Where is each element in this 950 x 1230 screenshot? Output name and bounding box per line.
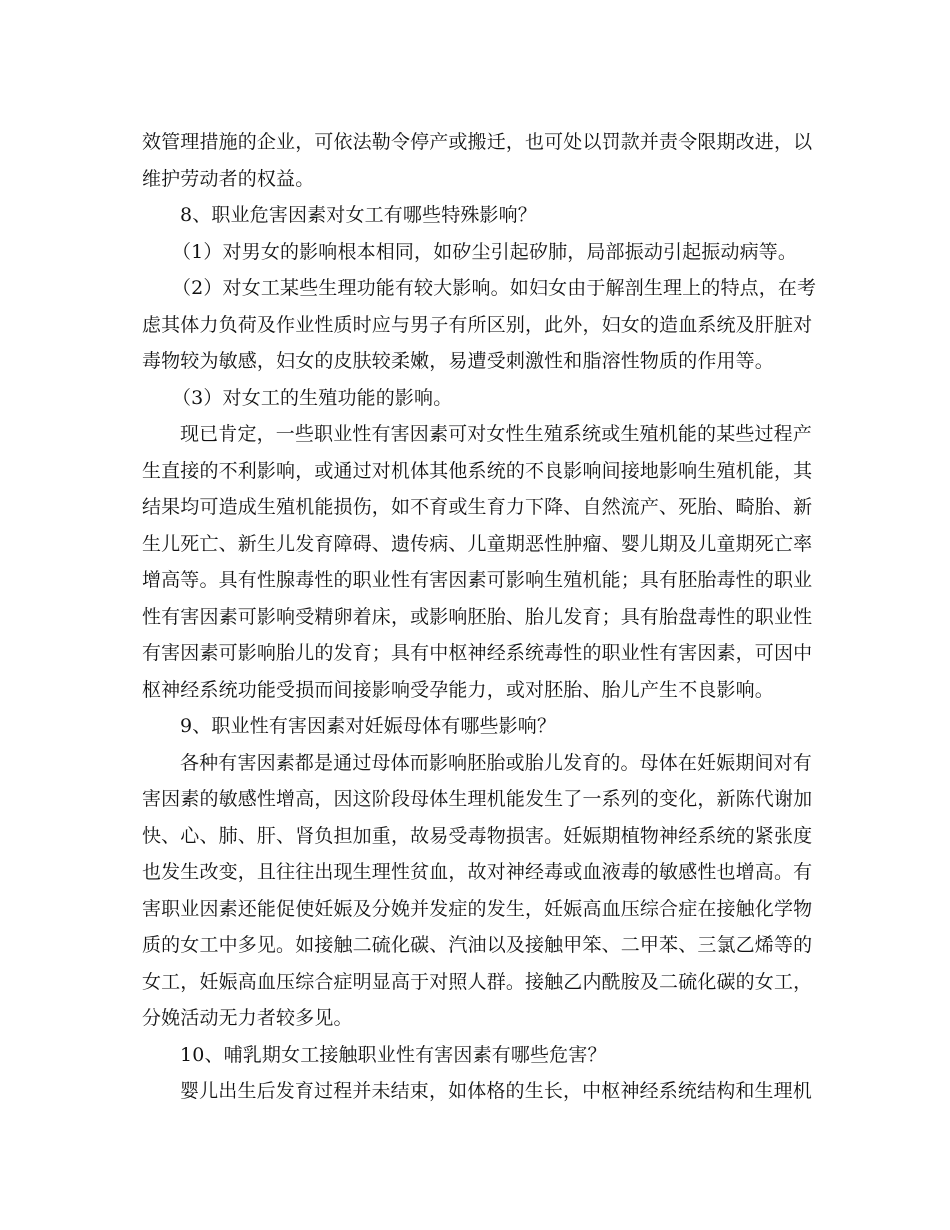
text-line: 害因素的敏感性增高，因这阶段母体生理机能发生了一系列的变化，新陈代谢加 [142,788,813,810]
text-line: 性有害因素可影响受精卵着床，或影响胚胎、胎儿发育；具有胎盘毒性的职业性 [142,605,813,628]
text-line: 结果均可造成生殖机能损伤，如不育或生育力下降、自然流产、死胎、畸胎、新 [142,496,813,518]
text-line: 生直接的不利影响，或通过对机体其他系统的不良影响间接地影响生殖机能，其 [142,459,813,482]
text-line: 毒物较为敏感，妇女的皮肤较柔嫩，易遭受刺激性和脂溶性物质的作用等。 [142,350,774,372]
text-line: 8、职业危害因素对女工有哪些特殊影响？ [180,204,537,226]
text-line: 有害因素可影响胎儿的发育；具有中枢神经系统毒性的职业性有害因素，可因中 [142,642,813,664]
text-line: 也发生改变，且往往出现生理性贫血，故对神经毒或血液毒的敏感性也增高。有 [142,861,813,883]
text-line: 婴儿出生后发育过程并未结束，如体格的生长，中枢神经系统结构和生理机 [180,1080,812,1102]
text-line: 增高等。具有性腺毒性的职业性有害因素可影响生殖机能；具有胚胎毒性的职业 [142,569,813,591]
text-line: 女工，妊娠高血压综合症明显高于对照人群。接触乙内酰胺及二硫化碳的女工， [142,970,813,993]
text-line: 9、职业性有害因素对妊娠母体有哪些影响？ [180,715,557,737]
text-line: 10、哺乳期女工接触职业性有害因素有哪些危害？ [180,1043,607,1066]
text-line: （3）对女工的生殖功能的影响。 [172,386,453,409]
text-line: 虑其体力负荷及作业性质时应与男子有所区别，此外，妇女的造血系统及肝脏对 [142,313,813,336]
text-line: 快、心、肺、肝、肾负担加重，故易受毒物损害。妊娠期植物神经系统的紧张度 [142,824,813,847]
text-line: （2）对女工某些生理功能有较大影响。如妇女由于解剖生理上的特点，在考 [172,277,817,299]
text-line: 质的女工中多见。如接触二硫化碳、汽油以及接触甲笨、二甲苯、三氯乙烯等的 [142,934,813,956]
text-line: 各种有害因素都是通过母体而影响胚胎或胎儿发育的。母体在妊娠期间对有 [180,751,812,774]
text-line: 分娩活动无力者较多见。 [142,1007,353,1029]
document-body [142,124,817,1110]
text-line: 效管理措施的企业，可依法勒令停产或搬迁，也可处以罚款并责令限期改进，以 [142,131,813,153]
text-line: （1）对男女的影响根本相同，如矽尘引起矽肺，局部振动引起振动病等。 [172,240,798,263]
text-line: 维护劳动者的权益。 [142,167,315,190]
text-line: 枢神经系统功能受损而间接影响受孕能力，或对胚胎、胎儿产生不良影响。 [142,678,774,701]
text-line: 现已肯定，一些职业性有害因素可对女性生殖系统或生殖机能的某些过程产 [180,423,812,445]
text-line: 生儿死亡、新生儿发育障碍、遗传病、儿童期恶性肿瘤、婴儿期及儿童期死亡率 [142,532,813,555]
text-line: 害职业因素还能促使妊娠及分娩并发症的发生，妊娠高血压综合症在接触化学物 [142,897,813,920]
